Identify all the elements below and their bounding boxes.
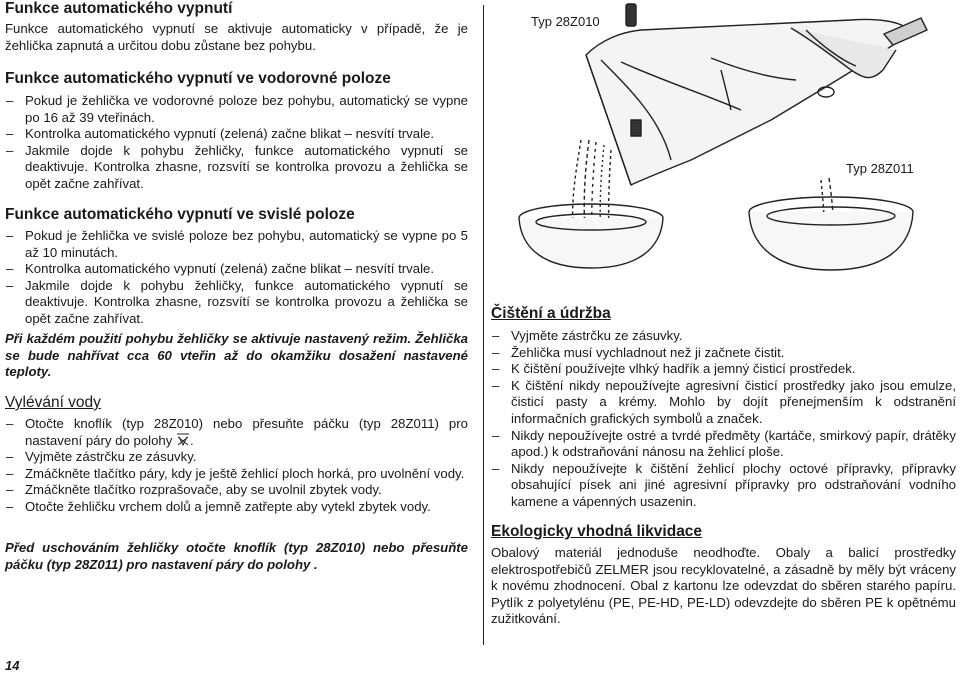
- list-item: – Nikdy nepoužívejte k čištění žehlicí plochy octové přípravky, přípravky obsahující písek ani jiné agresivní přípravky pro odstraňování vodního kamene a vápenných usazenin.: [491, 461, 956, 511]
- steam-off-icon: [176, 433, 190, 447]
- list-item: – Vyjměte zástrčku ze zásuvky.: [5, 449, 468, 466]
- column-divider: [483, 5, 484, 645]
- cleaning-list: [491, 328, 956, 511]
- horizontal-title: Funkce automatického vypnutí ve vodorovné poloze: [5, 70, 391, 87]
- iron-figure: [491, 0, 956, 290]
- auto-off-intro: Funkce automatického vypnutí se aktivuje automaticky v případě, že je žehlička zapnutá a určitou dobu zůstane bez pohybu.: [5, 21, 468, 53]
- eco-title: Ekologicky vhodná likvidace: [491, 523, 703, 540]
- list-item: [5, 416, 468, 449]
- list-item: – K čištění používejte vlhký hadřík a jemný čisticí prostředek.: [491, 361, 956, 378]
- iron-draining-illustration: [491, 0, 956, 290]
- vertical-list: [5, 228, 468, 328]
- drain-note: Před uschováním žehličky otočte knoflík (typ 28Z010) nebo přesuňte páčku (typ 28Z011) pro nastavení páry do polohy .: [5, 540, 468, 572]
- list-item: – Zmáčkněte tlačítko páry, kdy je ještě žehlicí ploch horká, pro uvolnění vody.: [5, 466, 468, 483]
- drain-list: [5, 416, 468, 516]
- list-item: – Pokud je žehlička ve svislé poloze bez pohybu, automatický se vypne po 5 až 10 minutách.: [5, 228, 468, 261]
- list-item: – K čištění nikdy nepoužívejte agresivní čisticí prostředky jako jsou emulze, čisticí pasty a krémy. Mohlo by dojít přenejmenším k odstranění informačních grafických symbolů a značek.: [491, 378, 956, 428]
- vertical-title: Funkce automatického vypnutí ve svislé poloze: [5, 206, 355, 223]
- vertical-note: Při každém použití pohybu žehličky se aktivuje nastavený režim. Žehlička se bude nahřívat cca 60 vteřin až do okamžiku dosažení nastavené teploty.: [5, 331, 468, 380]
- list-item: – Nikdy nepoužívejte ostré a tvrdé předměty (kartáče, smirkový papír, drátěky apod.) k odstraňování nánosu na žehlicí ploše.: [491, 428, 956, 461]
- list-item: – Jakmile dojde k pohybu žehličky, funkce automatického vypnutí se deaktivuje. Kontrolka zhasne, rozsvítí se kontrolka provozu a žehlička se opět začne zahřívat.: [5, 143, 468, 193]
- list-item: – Vyjměte zástrčku ze zásuvky.: [491, 328, 956, 345]
- list-item: – Otočte žehličku vrchem dolů a jemně zatřepte aby vytekl zbytek vody.: [5, 499, 468, 516]
- drain-item-text: Otočte knoflík (typ 28Z010) nebo přesuňte páčku (typ 28Z011) pro nastavení páry do polohy: [25, 416, 468, 448]
- figure-label-28z010: Typ 28Z010: [531, 14, 600, 29]
- list-item: – Kontrolka automatického vypnutí (zelená) začne blikat – nesvítí trvale.: [5, 126, 468, 143]
- list-item: – Jakmile dojde k pohybu žehličky, funkce automatického vypnutí se deaktivuje. Kontrolka zhasne, rozsvítí se kontrolka provozu a žehlička se opět začne zahřívat.: [5, 278, 468, 328]
- auto-off-title: Funkce automatického vypnutí: [5, 0, 233, 17]
- cleaning-title: Čištění a údržba: [491, 305, 611, 322]
- list-item: – Zmáčkněte tlačítko rozprašovače, aby se uvolnil zbytek vody.: [5, 482, 468, 499]
- page-number: 14: [5, 658, 20, 673]
- list-item: – Pokud je žehlička ve vodorovné poloze bez pohybu, automatický se vypne po 16 až 39 vteřinách.: [5, 93, 468, 126]
- list-item: – Žehlička musí vychladnout než ji začnete čistit.: [491, 345, 956, 362]
- drain-item-end: .: [190, 432, 194, 448]
- figure-label-28z011: Typ 28Z011: [846, 161, 914, 176]
- drain-title: Vylévání vody: [5, 394, 101, 411]
- list-item: – Kontrolka automatického vypnutí (zelená) začne blikat – nesvítí trvale.: [5, 261, 468, 278]
- eco-text: Obalový materiál jednoduše neodhoďte. Obaly a balicí prostředky elektrospotřebičů ZELMER jsou recyklovatelné, a zásadně by měly být vráceny k novému zhodnocení. Obal z kartonu lze odevzdat do sběren starého papíru. Pytlík z polyetylénu (PE, PE-HD, PE-LD) odevzdejte do sběren PE k opětnému zužitkování.: [491, 545, 956, 627]
- horizontal-list: [5, 93, 468, 193]
